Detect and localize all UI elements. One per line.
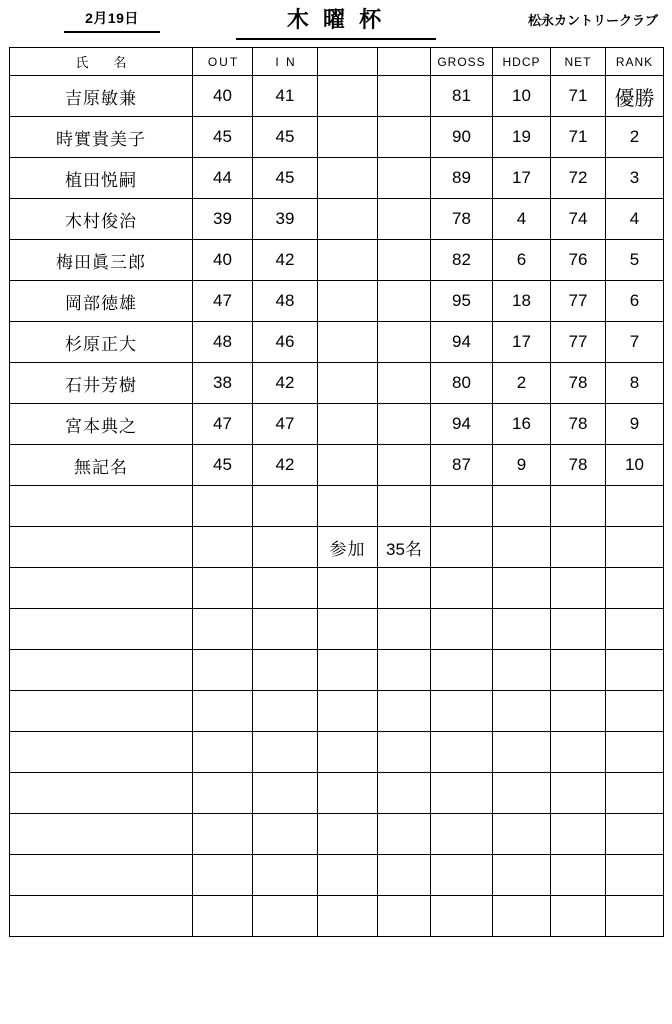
table-row xyxy=(10,240,664,281)
score-extra-1 xyxy=(318,158,378,199)
empty-cell xyxy=(606,691,664,732)
score-net: 77 xyxy=(551,322,606,363)
table-row-empty xyxy=(10,609,664,650)
score-rank: 8 xyxy=(606,363,664,404)
score-hdcp: 18 xyxy=(493,281,551,322)
empty-cell xyxy=(10,814,193,855)
score-out: 38 xyxy=(193,363,253,404)
column-header-net: NET xyxy=(551,48,606,76)
empty-cell xyxy=(253,855,318,896)
table-row xyxy=(10,363,664,404)
score-rank: 3 xyxy=(606,158,664,199)
empty-cell xyxy=(431,732,493,773)
participation-row xyxy=(10,527,664,568)
score-rank: 5 xyxy=(606,240,664,281)
score-gross: 80 xyxy=(431,363,493,404)
empty-cell xyxy=(193,732,253,773)
empty-cell xyxy=(378,691,431,732)
score-out: 45 xyxy=(193,445,253,486)
empty-cell xyxy=(551,732,606,773)
empty-cell xyxy=(193,609,253,650)
empty-cell xyxy=(10,650,193,691)
empty-cell xyxy=(551,691,606,732)
score-hdcp: 4 xyxy=(493,199,551,240)
score-hdcp: 19 xyxy=(493,117,551,158)
empty-cell xyxy=(10,896,193,937)
table-row-empty xyxy=(10,773,664,814)
empty-cell xyxy=(318,773,378,814)
table-row-empty xyxy=(10,568,664,609)
empty-cell xyxy=(606,527,664,568)
score-net: 77 xyxy=(551,281,606,322)
empty-cell xyxy=(253,609,318,650)
score-rank: 6 xyxy=(606,281,664,322)
score-rank: 7 xyxy=(606,322,664,363)
score-gross: 90 xyxy=(431,117,493,158)
score-out: 40 xyxy=(193,240,253,281)
score-gross: 95 xyxy=(431,281,493,322)
empty-cell xyxy=(318,896,378,937)
score-in: 48 xyxy=(253,281,318,322)
table-row xyxy=(10,199,664,240)
empty-cell xyxy=(606,855,664,896)
empty-cell xyxy=(493,650,551,691)
score-in: 47 xyxy=(253,404,318,445)
score-out: 45 xyxy=(193,117,253,158)
empty-cell xyxy=(431,896,493,937)
score-net: 74 xyxy=(551,199,606,240)
empty-cell xyxy=(431,855,493,896)
table-row-empty xyxy=(10,650,664,691)
column-header-gross: GROSS xyxy=(431,48,493,76)
empty-cell xyxy=(253,773,318,814)
score-extra-1 xyxy=(318,404,378,445)
empty-cell xyxy=(10,486,193,527)
empty-cell xyxy=(493,609,551,650)
club-name: 松永カントリークラブ xyxy=(527,13,658,28)
table-row xyxy=(10,76,664,117)
empty-cell xyxy=(10,691,193,732)
score-net: 72 xyxy=(551,158,606,199)
score-in: 42 xyxy=(253,363,318,404)
score-in: 41 xyxy=(253,76,318,117)
score-gross: 81 xyxy=(431,76,493,117)
table-row xyxy=(10,404,664,445)
empty-cell xyxy=(378,650,431,691)
empty-cell xyxy=(493,896,551,937)
table-row xyxy=(10,158,664,199)
score-rank: 9 xyxy=(606,404,664,445)
empty-cell xyxy=(551,650,606,691)
score-extra-1 xyxy=(318,281,378,322)
empty-cell xyxy=(318,568,378,609)
score-hdcp: 17 xyxy=(493,322,551,363)
score-rank: 4 xyxy=(606,199,664,240)
empty-cell xyxy=(10,773,193,814)
empty-cell xyxy=(10,609,193,650)
player-name: 杉原正大 xyxy=(10,322,193,363)
empty-cell xyxy=(253,650,318,691)
score-hdcp: 17 xyxy=(493,158,551,199)
score-extra-2 xyxy=(378,199,431,240)
empty-cell xyxy=(253,486,318,527)
empty-cell xyxy=(551,609,606,650)
player-name: 木村俊治 xyxy=(10,199,193,240)
table-row xyxy=(10,117,664,158)
score-in: 42 xyxy=(253,445,318,486)
empty-cell xyxy=(378,896,431,937)
empty-cell xyxy=(193,527,253,568)
empty-cell xyxy=(551,527,606,568)
table-row-empty xyxy=(10,732,664,773)
player-name: 植田悦嗣 xyxy=(10,158,193,199)
empty-cell xyxy=(551,486,606,527)
empty-cell xyxy=(551,814,606,855)
column-header-rank: RANK xyxy=(606,48,664,76)
empty-cell xyxy=(431,486,493,527)
score-gross: 82 xyxy=(431,240,493,281)
table-row-empty xyxy=(10,855,664,896)
score-net: 71 xyxy=(551,76,606,117)
empty-cell xyxy=(318,650,378,691)
empty-cell xyxy=(253,527,318,568)
empty-cell xyxy=(493,486,551,527)
empty-cell xyxy=(431,814,493,855)
score-extra-2 xyxy=(378,363,431,404)
score-in: 46 xyxy=(253,322,318,363)
score-rank: 10 xyxy=(606,445,664,486)
table-row-empty xyxy=(10,486,664,527)
column-header-out: OUT xyxy=(193,48,253,76)
empty-cell xyxy=(253,568,318,609)
empty-cell xyxy=(551,855,606,896)
empty-cell xyxy=(606,732,664,773)
score-extra-2 xyxy=(378,76,431,117)
empty-cell xyxy=(493,527,551,568)
table-row-empty xyxy=(10,896,664,937)
table-header-row xyxy=(10,48,664,76)
empty-cell xyxy=(193,691,253,732)
empty-cell xyxy=(253,732,318,773)
player-name: 宮本典之 xyxy=(10,404,193,445)
score-extra-2 xyxy=(378,281,431,322)
empty-cell xyxy=(493,691,551,732)
score-out: 44 xyxy=(193,158,253,199)
empty-cell xyxy=(193,568,253,609)
player-name: 石井芳樹 xyxy=(10,363,193,404)
empty-cell xyxy=(318,814,378,855)
empty-cell xyxy=(606,486,664,527)
score-rank: 優勝 xyxy=(606,76,664,117)
score-out: 47 xyxy=(193,404,253,445)
empty-cell xyxy=(551,773,606,814)
event-date: 2月19日 xyxy=(64,8,160,33)
empty-cell xyxy=(318,691,378,732)
empty-cell xyxy=(431,527,493,568)
column-header-in: I N xyxy=(253,48,318,76)
empty-cell xyxy=(10,732,193,773)
empty-cell xyxy=(378,732,431,773)
empty-cell xyxy=(378,568,431,609)
player-name: 岡部徳雄 xyxy=(10,281,193,322)
score-hdcp: 6 xyxy=(493,240,551,281)
empty-cell xyxy=(253,814,318,855)
score-rank: 2 xyxy=(606,117,664,158)
empty-cell xyxy=(606,896,664,937)
table-row xyxy=(10,281,664,322)
empty-cell xyxy=(493,814,551,855)
table-row-empty xyxy=(10,814,664,855)
column-header-hdcp: HDCP xyxy=(493,48,551,76)
empty-cell xyxy=(493,568,551,609)
player-name: 無記名 xyxy=(10,445,193,486)
score-extra-2 xyxy=(378,445,431,486)
score-extra-1 xyxy=(318,445,378,486)
column-header-name: 氏 名 xyxy=(10,48,193,76)
score-gross: 78 xyxy=(431,199,493,240)
score-in: 42 xyxy=(253,240,318,281)
table-row-empty xyxy=(10,691,664,732)
score-in: 45 xyxy=(253,158,318,199)
score-hdcp: 10 xyxy=(493,76,551,117)
score-gross: 87 xyxy=(431,445,493,486)
empty-cell xyxy=(253,691,318,732)
empty-cell xyxy=(431,773,493,814)
score-in: 45 xyxy=(253,117,318,158)
empty-cell xyxy=(193,814,253,855)
participation-count: 35名 xyxy=(378,527,431,568)
empty-cell xyxy=(253,896,318,937)
score-net: 78 xyxy=(551,363,606,404)
empty-cell xyxy=(193,896,253,937)
score-net: 78 xyxy=(551,445,606,486)
empty-cell xyxy=(378,773,431,814)
empty-cell xyxy=(493,855,551,896)
empty-cell xyxy=(606,568,664,609)
score-extra-1 xyxy=(318,76,378,117)
score-out: 40 xyxy=(193,76,253,117)
empty-cell xyxy=(10,568,193,609)
empty-cell xyxy=(318,732,378,773)
empty-cell xyxy=(318,855,378,896)
empty-cell xyxy=(493,732,551,773)
score-gross: 94 xyxy=(431,322,493,363)
table-row xyxy=(10,445,664,486)
empty-cell xyxy=(431,691,493,732)
empty-cell xyxy=(193,773,253,814)
player-name: 時實貴美子 xyxy=(10,117,193,158)
table-row xyxy=(10,322,664,363)
empty-cell xyxy=(318,609,378,650)
score-out: 48 xyxy=(193,322,253,363)
empty-cell xyxy=(318,486,378,527)
participation-label: 参加 xyxy=(318,527,378,568)
score-gross: 89 xyxy=(431,158,493,199)
empty-cell xyxy=(431,609,493,650)
score-extra-1 xyxy=(318,322,378,363)
empty-cell xyxy=(193,486,253,527)
column-header-extra-2 xyxy=(378,48,431,76)
score-extra-2 xyxy=(378,322,431,363)
empty-cell xyxy=(193,855,253,896)
empty-cell xyxy=(431,568,493,609)
player-name: 吉原敏兼 xyxy=(10,76,193,117)
score-out: 47 xyxy=(193,281,253,322)
empty-cell xyxy=(10,527,193,568)
score-extra-2 xyxy=(378,240,431,281)
results-table xyxy=(9,47,664,937)
score-hdcp: 9 xyxy=(493,445,551,486)
score-extra-2 xyxy=(378,404,431,445)
empty-cell xyxy=(431,650,493,691)
score-net: 78 xyxy=(551,404,606,445)
empty-cell xyxy=(193,650,253,691)
sheet-header xyxy=(8,0,664,40)
score-extra-1 xyxy=(318,117,378,158)
score-gross: 94 xyxy=(431,404,493,445)
empty-cell xyxy=(10,855,193,896)
score-hdcp: 2 xyxy=(493,363,551,404)
column-header-extra-1 xyxy=(318,48,378,76)
empty-cell xyxy=(551,568,606,609)
empty-cell xyxy=(493,773,551,814)
empty-cell xyxy=(606,609,664,650)
empty-cell xyxy=(378,855,431,896)
score-hdcp: 16 xyxy=(493,404,551,445)
score-extra-1 xyxy=(318,199,378,240)
score-extra-2 xyxy=(378,117,431,158)
score-extra-1 xyxy=(318,363,378,404)
player-name: 梅田眞三郎 xyxy=(10,240,193,281)
event-title: 木 曜 杯 xyxy=(236,3,436,40)
score-net: 71 xyxy=(551,117,606,158)
score-extra-2 xyxy=(378,158,431,199)
empty-cell xyxy=(378,609,431,650)
score-out: 39 xyxy=(193,199,253,240)
empty-cell xyxy=(606,650,664,691)
empty-cell xyxy=(551,896,606,937)
empty-cell xyxy=(378,486,431,527)
empty-cell xyxy=(378,814,431,855)
score-extra-1 xyxy=(318,240,378,281)
empty-cell xyxy=(606,773,664,814)
empty-cell xyxy=(606,814,664,855)
score-net: 76 xyxy=(551,240,606,281)
score-in: 39 xyxy=(253,199,318,240)
